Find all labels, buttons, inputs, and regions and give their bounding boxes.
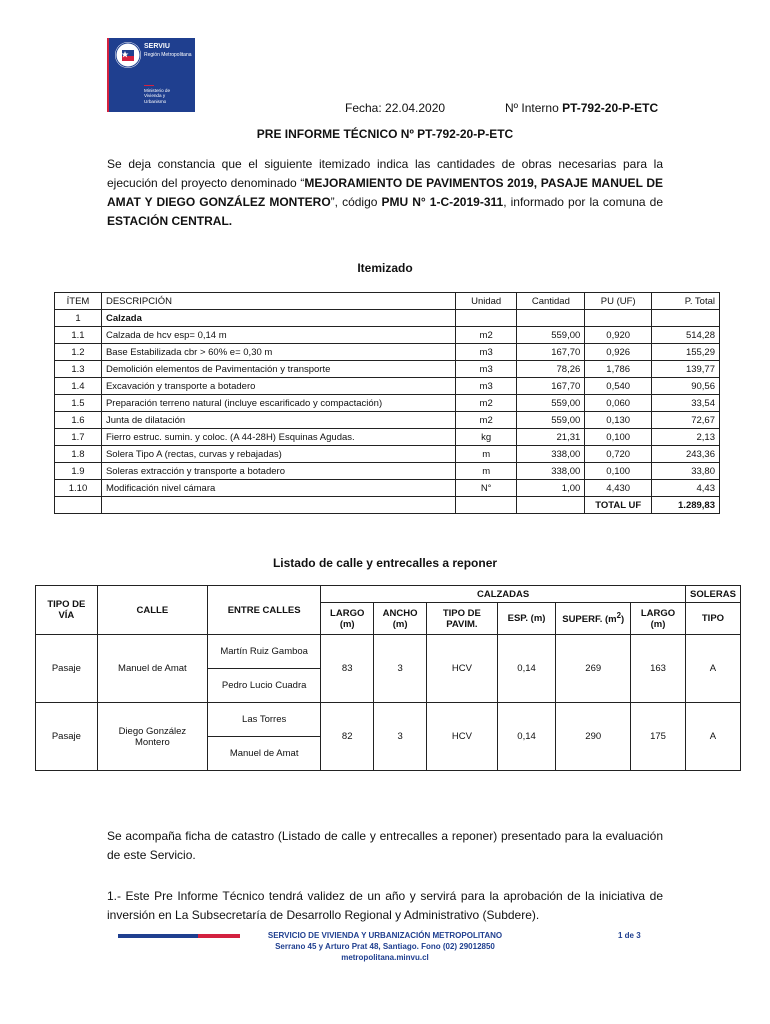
footer-line-2: Serrano 45 y Arturo Prat 48, Santiago. Fono (02) 29012850 [275,942,495,951]
table-row [36,703,741,737]
unit-cell: m [455,446,517,463]
entre-cell: Pedro Lucio Cuadra [208,669,321,703]
table-row [55,480,720,497]
logo-name: SERVIU [144,43,170,50]
qty-cell: 21,31 [517,429,585,446]
col-header: Cantidad [517,293,585,310]
footer-line-3: metropolitana.minvu.cl [341,953,429,962]
comuna-name: ESTACIÓN CENTRAL. [107,214,233,228]
desc-cell: Demolición elementos de Pavimentación y transporte [101,361,455,378]
sol-tipo-cell: A [685,703,740,771]
table-row [55,310,720,327]
col-header: CALLE [97,586,207,635]
col-header: DESCRIPCIÓN [101,293,455,310]
total-cell: 4,43 [652,480,720,497]
esp-cell: 0,14 [497,703,556,771]
table-row [55,463,720,480]
item-cell: 1.10 [55,480,102,497]
col-header: P. Total [652,293,720,310]
unit-cell: m3 [455,344,517,361]
qty-cell: 559,00 [517,412,585,429]
col-header: TIPO DE PAVIM. [427,603,498,635]
pmu-code: PMU N° 1-C-2019-311 [381,195,504,209]
col-header: LARGO (m) [631,603,686,635]
col-header: CALZADAS [321,586,686,603]
pu-cell: 0,060 [585,395,652,412]
unit-cell: m2 [455,395,517,412]
table-row [55,344,720,361]
unit-cell: m3 [455,361,517,378]
col-header: Unidad [455,293,517,310]
table-row [55,412,720,429]
sol-largo-cell: 163 [631,635,686,703]
doc-date: Fecha: 22.04.2020 [345,101,446,115]
footer-line-1: SERVICIO DE VIVIENDA Y URBANIZACIÓN METROPOLITANO [267,931,503,940]
intro-text: Se deja constancia que el siguiente itemizado indica las cantidades de obras necesarias para la ejecución del proyecto denominado “ [107,157,663,190]
col-header: PU (UF) [585,293,652,310]
qty-cell: 167,70 [517,344,585,361]
pu-cell: 4,430 [585,480,652,497]
qty-cell: 1,00 [517,480,585,497]
table-row [55,361,720,378]
qty-cell: 78,26 [517,361,585,378]
pu-cell: 0,130 [585,412,652,429]
unit-cell: N° [455,480,517,497]
sol-largo-cell: 175 [631,703,686,771]
desc-cell: Preparación terreno natural (incluye escarificado y compactación) [101,395,455,412]
total-cell: 2,13 [652,429,720,446]
total-cell: 514,28 [652,327,720,344]
unit-cell: m2 [455,327,517,344]
item-cell: 1.2 [55,344,102,361]
total-row [55,497,720,514]
entre-cell: Manuel de Amat [208,737,321,771]
col-header: SOLERAS [685,586,740,603]
ministry-line: Urbanismo [144,98,167,104]
largo-cell: 83 [321,635,374,703]
col-header: ÍTEM [55,293,102,310]
total-cell: 243,36 [652,446,720,463]
total-cell: 139,77 [652,361,720,378]
logo-ministry [144,88,190,104]
itemizado-table [54,292,720,514]
listado-title: Listado de calle y entrecalles a reponer [272,556,498,570]
desc-cell: Base Estabilizada cbr > 60% e= 0,30 m [101,344,455,361]
item-cell: 1.7 [55,429,102,446]
pu-cell: 0,540 [585,378,652,395]
superf-end: ) [621,614,625,626]
chile-seal-icon [115,42,141,68]
total-cell: 72,67 [652,412,720,429]
unit-cell: m [455,463,517,480]
closing-paragraph-1: Se acompaña ficha de catastro (Listado de calle y entrecalles a reponer) presentado para la evaluación de este Servicio. [107,829,663,862]
pavim-cell: HCV [427,635,498,703]
col-header: ANCHO (m) [374,603,427,635]
col-header [556,603,631,635]
pu-cell: 1,786 [585,361,652,378]
superf-label: SUPERF. (m [562,614,617,626]
item-cell: 1.5 [55,395,102,412]
desc-cell: Fierro estruc. sumin. y coloc. (A 44-28H) Esquinas Agudas. [101,429,455,446]
logo-region: Región Metropolitana [144,52,192,58]
total-cell: 155,29 [652,344,720,361]
tipo-cell: Pasaje [36,635,98,703]
total-label: TOTAL UF [585,497,652,514]
tipo-cell: Pasaje [36,703,98,771]
serviu-logo [107,38,195,112]
internal-number-label: Nº Interno [505,101,563,115]
sol-tipo-cell: A [685,635,740,703]
largo-cell: 82 [321,703,374,771]
col-header: TIPO [685,603,740,635]
desc-cell: Solera Tipo A (rectas, curvas y rebajadas) [101,446,455,463]
qty-cell: 559,00 [517,395,585,412]
page-title: PRE INFORME TÉCNICO Nº PT-792-20-P-ETC [256,127,514,141]
unit-cell: kg [455,429,517,446]
desc-cell: Excavación y transporte a botadero [101,378,455,395]
entre-cell: Las Torres [208,703,321,737]
entre-cell: Martín Ruiz Gamboa [208,635,321,669]
ancho-cell: 3 [374,635,427,703]
total-value: 1.289,83 [652,497,720,514]
pu-cell: 0,920 [585,327,652,344]
table-header-row [36,586,741,603]
itemizado-title: Itemizado [357,261,413,275]
intro-text: ”, código [330,195,382,209]
page-number: 1 de 3 [618,931,641,940]
item-cell: 1.1 [55,327,102,344]
superf-sup: 2 [616,611,622,621]
table-row [55,446,720,463]
table-header-row [55,293,720,310]
qty-cell: 559,00 [517,327,585,344]
col-header: ESP. (m) [497,603,556,635]
item-cell: 1 [55,310,102,327]
table-row [55,429,720,446]
qty-cell: 338,00 [517,446,585,463]
logo-underline [144,85,154,86]
total-cell: 90,56 [652,378,720,395]
desc-cell: Calzada [101,310,455,327]
table-row [55,378,720,395]
item-cell: 1.3 [55,361,102,378]
calle-cell: Manuel de Amat [97,635,207,703]
item-cell: 1.8 [55,446,102,463]
ministry-line: Ministerio de [144,88,171,93]
intro-text: , informado por la comuna de [503,195,664,209]
pavim-cell: HCV [427,703,498,771]
pu-cell: 0,100 [585,429,652,446]
intro-paragraph [107,155,663,231]
calle-cell: Diego González Montero [97,703,207,771]
esp-cell: 0,14 [497,635,556,703]
col-header: TIPO DE VÍA [36,586,98,635]
superf-cell: 290 [556,703,631,771]
ancho-cell: 3 [374,703,427,771]
superf-cell: 269 [556,635,631,703]
item-cell: 1.6 [55,412,102,429]
pu-cell: 0,100 [585,463,652,480]
unit-cell: m2 [455,412,517,429]
doc-internal-number [505,101,658,115]
desc-cell: Calzada de hcv esp= 0,14 m [101,327,455,344]
table-row [55,395,720,412]
col-header: LARGO (m) [321,603,374,635]
total-cell: 33,54 [652,395,720,412]
table-row [55,327,720,344]
table-row [36,635,741,669]
internal-number-code: PT-792-20-P-ETC [562,101,659,115]
col-header: ENTRE CALLES [208,586,321,635]
desc-cell: Soleras extracción y transporte a botadero [101,463,455,480]
qty-cell: 167,70 [517,378,585,395]
desc-cell: Modificación nivel cámara [101,480,455,497]
pu-cell: 0,926 [585,344,652,361]
listado-table [35,585,741,771]
desc-cell: Junta de dilatación [101,412,455,429]
item-cell: 1.9 [55,463,102,480]
closing-paragraph-2: 1.- Este Pre Informe Técnico tendrá validez de un año y servirá para la aprobación de la iniciativa de inversión en La Subsecretaría de Desarrollo Regional y Administrativo (Subdere). [107,889,663,922]
project-name: MEJORAMIENTO DE PAVIMENTOS 2019, PASAJE MANUEL DE AMAT Y DIEGO GONZÁLEZ MONTERO [107,176,663,209]
qty-cell: 338,00 [517,463,585,480]
ministry-line: Vivienda y [144,93,166,99]
item-cell: 1.4 [55,378,102,395]
logo-red-bar [107,38,109,112]
unit-cell: m3 [455,378,517,395]
pu-cell: 0,720 [585,446,652,463]
total-cell: 33,80 [652,463,720,480]
